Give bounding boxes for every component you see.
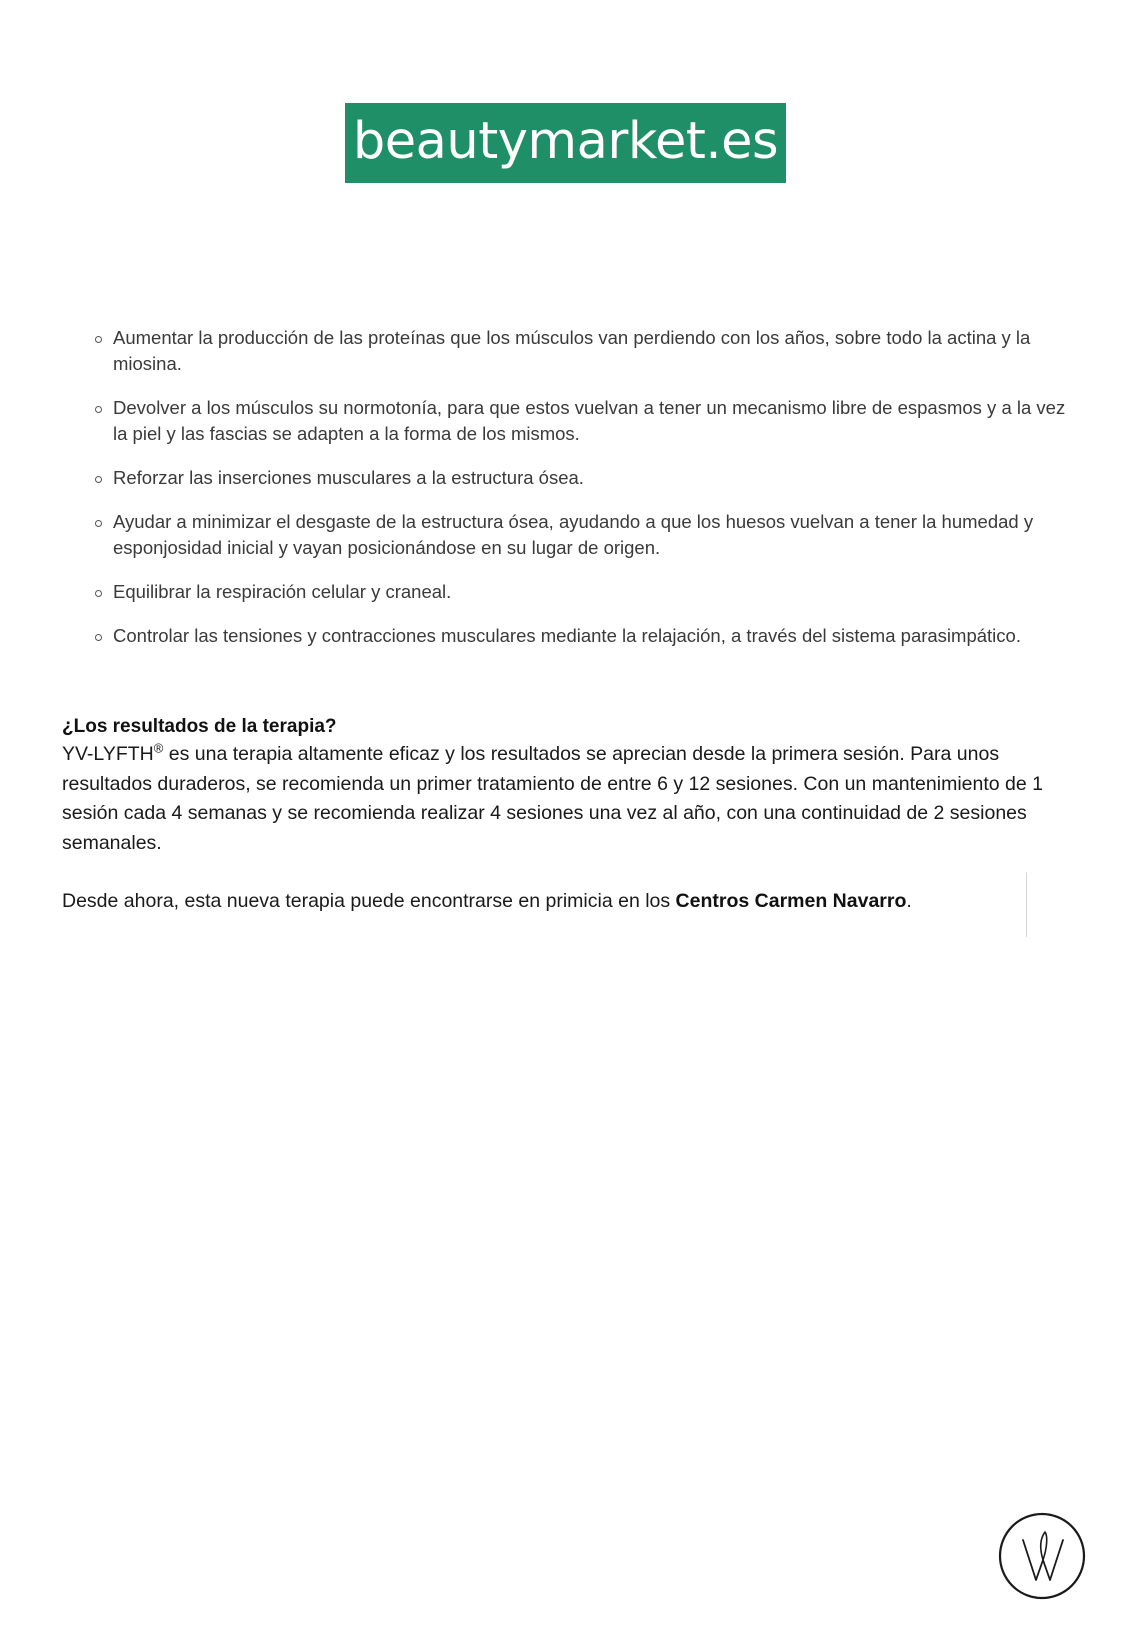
list-item-text: Equilibrar la respiración celular y craneal. (113, 581, 452, 602)
results-section (62, 714, 1072, 858)
results-heading: ¿Los resultados de la terapia? (62, 716, 337, 737)
hollow-bullet-icon (95, 406, 102, 413)
list-item (94, 395, 1074, 447)
site-name: beautymarket.es (352, 111, 779, 171)
list-item-text: Aumentar la producción de las proteínas que los músculos van perdiendo con los años, sobre todo la actina y la miosina. (113, 327, 1031, 374)
circled-w-monogram-icon (996, 1510, 1088, 1602)
hollow-bullet-icon (95, 590, 102, 597)
vertical-divider (1026, 873, 1027, 937)
hollow-bullet-icon (95, 634, 102, 641)
list-item-text: Controlar las tensiones y contracciones musculares mediante la relajación, a través del sistema parasimpático. (113, 625, 1021, 646)
benefits-list (94, 325, 1074, 667)
hollow-bullet-icon (95, 520, 102, 527)
hollow-bullet-icon (95, 476, 102, 483)
list-item (94, 623, 1074, 649)
therapy-brand-name: YV-LYFTH (62, 743, 154, 765)
centers-name: Centros Carmen Navarro (675, 890, 907, 912)
list-item (94, 465, 1074, 491)
closing-end: . (906, 890, 912, 912)
list-item (94, 579, 1074, 605)
list-item-text: Reforzar las inserciones musculares a la estructura ósea. (113, 467, 584, 488)
closing-text: Desde ahora, esta nueva terapia puede encontrarse en primicia en los (62, 890, 676, 912)
site-logo-banner (345, 103, 786, 183)
list-item-text: Ayudar a minimizar el desgaste de la estructura ósea, ayudando a que los huesos vuelvan a tener la humedad y esponjosidad inicial y vayan posicionándose en su lugar de origen. (113, 511, 1034, 558)
list-item (94, 509, 1074, 561)
list-item-text: Devolver a los músculos su normotonía, para que estos vuelvan a tener un mecanismo libre de espasmos y a la vez la piel y las fascias se adapten a la forma de los mismos. (113, 397, 1066, 444)
registered-mark: ® (153, 740, 164, 756)
results-body-text: es una terapia altamente eficaz y los resultados se aprecian desde la primera sesión. Para unos resultados duraderos, se recomienda un primer tratamiento de entre 6 y 12 sesiones. Con un mantenimiento de 1 sesión cada 4 semanas y se recomienda realizar 4 sesiones una vez al año, con una continuidad de 2 sesiones semanales. (62, 743, 1043, 854)
results-paragraph (62, 740, 1072, 858)
closing-paragraph (62, 887, 1062, 915)
list-item (94, 325, 1074, 377)
hollow-bullet-icon (95, 336, 102, 343)
